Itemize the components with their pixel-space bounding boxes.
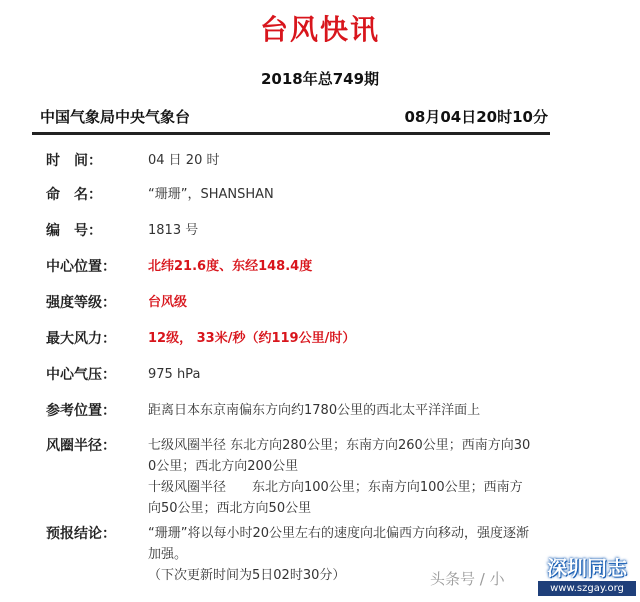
row-label: 编 号： [46,223,102,239]
row-label: 中心气压： [46,367,116,383]
forecast-line: 加强。 [148,547,188,562]
issue-number: 2018年总749期 [260,70,380,88]
row-label: 参考位置： [46,403,116,419]
row-label: 中心位置： [46,259,116,275]
wind-radius-line: 七级风圈半径 东北方向280公里；东南方向260公里；西南方向30 [148,438,531,453]
row-value: 1813 号 [148,223,199,238]
row-value: 12级， 33米/秒（约119公里/时） [148,331,356,346]
row-label: 强度等级： [46,295,116,311]
row-value: 北纬21.6度、东经148.4度 [148,259,313,274]
wind-radius-line: 十级风圈半径 东北方向100公里；东南方向100公里；西南方 [148,480,523,495]
wind-radius-line: 0公里；西北方向200公里 [148,459,299,474]
wind-radius-line: 向50公里；西北方向50公里 [148,501,312,516]
row-value: 975 hPa [148,367,201,382]
row-value: “珊珊”，SHANSHAN [148,187,274,202]
page-title: 台风快讯 [259,13,380,46]
row-value: 04 日 20 时 [148,153,220,168]
row-value: 台风级 [148,295,188,310]
issued-time: 08月04日20时10分 [404,108,548,126]
site-logo [536,552,638,600]
agency-name: 中国气象局中央气象台 [40,108,191,126]
row-label: 预报结论： [46,526,116,542]
logo-name: 深圳同志 [547,556,627,580]
forecast-line: （下次更新时间为5日02时30分） [148,568,346,583]
row-label: 命 名： [46,187,102,203]
row-label: 时 间： [46,153,102,169]
row-value: 距离日本东京南偏东方向约1780公里的西北太平洋洋面上 [148,403,481,418]
forecast-line: “珊珊”将以每小时20公里左右的速度向北偏西方向移动，强度逐渐 [148,526,530,541]
row-label: 风圈半径： [46,438,116,454]
toutiao-watermark: 头条号 / 小 [430,570,505,588]
row-value [148,435,550,519]
row-label: 最大风力： [46,331,116,347]
logo-url: www.szgay.org [538,581,636,596]
header-divider [32,132,550,135]
